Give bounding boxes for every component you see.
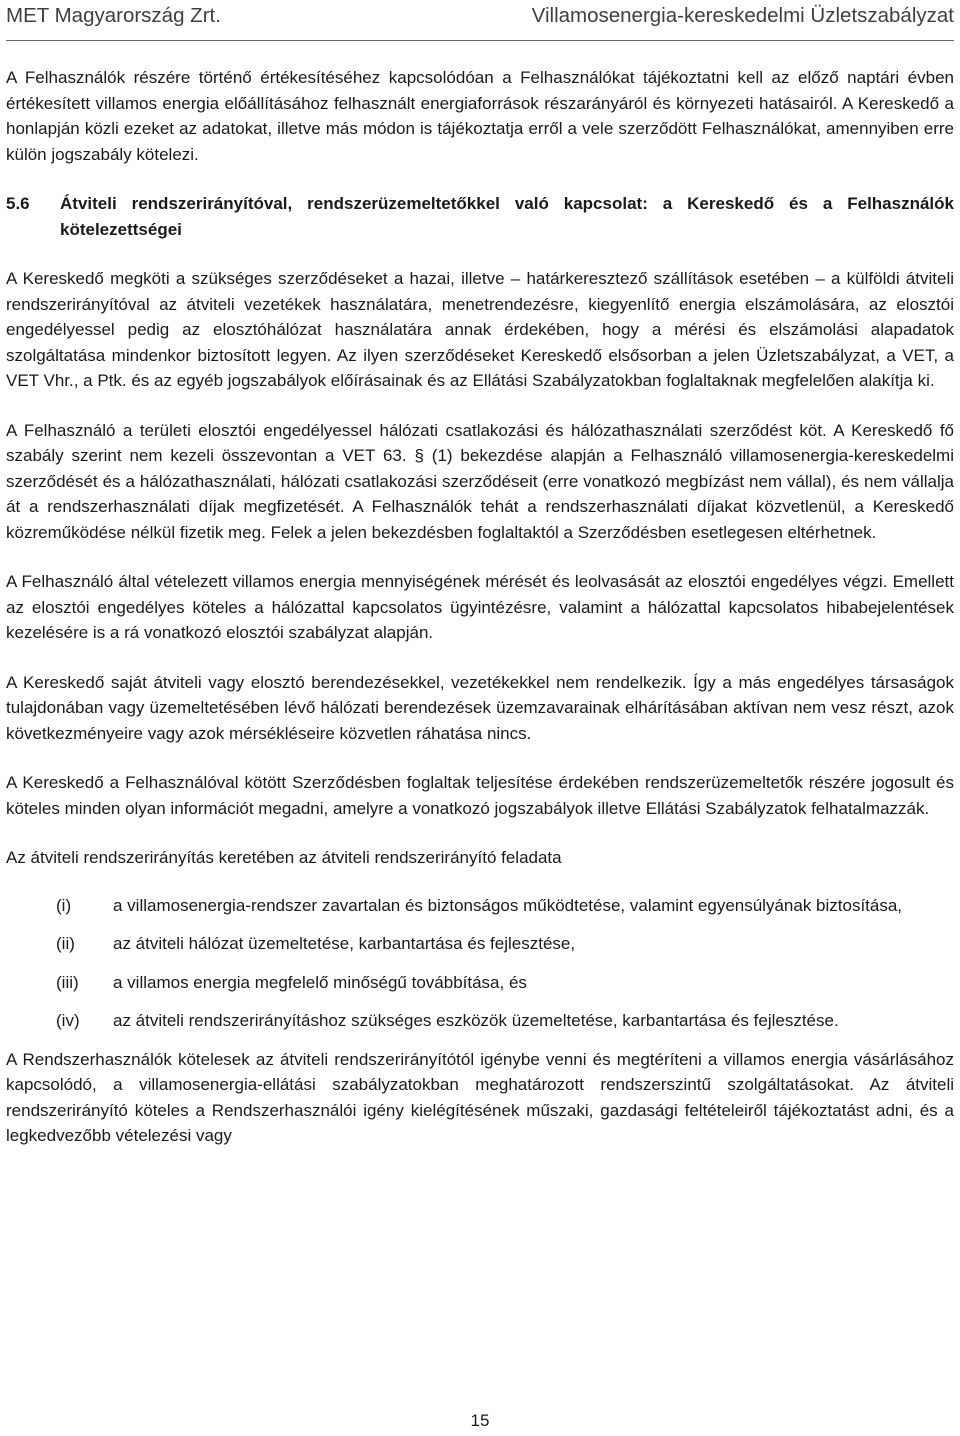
- list-item: [6, 1008, 954, 1034]
- list-item: [6, 970, 954, 996]
- paragraph-information: A Kereskedő a Felhasználóval kötött Szerződésben foglaltak teljesítése érdekében rendszerüzemeltetők részére jogosult és köteles minden olyan információt megadni, amelyre a vonatkozó jogszabályok illetve Ellátási Szabályzatok felhatalmazzák.: [6, 773, 954, 818]
- header-company: MET Magyarország Zrt.: [6, 4, 221, 27]
- list-item: [6, 893, 954, 919]
- paragraph-network-contract: A Felhasználó a területi elosztói engedélyessel hálózati csatlakozási és hálózathasználati szerződést köt. A Kereskedő fő szabály szerint nem kezeli összevontan a VET 63. § (1) bekezdése alapján a Felhasználó villamosenergia-kereskedelmi szerződését és a hálózathasználati, hálózati csatlakozási szerződéseit (erre vonatkozó megbízást nem vállal), és nem vállalja át a rendszerhasználati díjak megfizetését. A Felhasználók tehát a rendszerhasználati díjakat közvetlenül, a Kereskedő közreműködése nélkül fizetik meg. Felek a jelen bekezdésben foglaltaktól a Szerződésben esetlegesen eltérhetnek.: [6, 420, 954, 542]
- paragraph-equipment: A Kereskedő saját átviteli vagy elosztó berendezésekkel, vezetékekkel nem rendelkezik. Így a más engedélyes társaságok tulajdonában vagy üzemeltetésében lévő hálózati berendezések üzemzavarainak elhárításában aktívan nem vesz részt, azok következményeire vagy azok mérsékléseire közvetlen ráhatása nincs.: [6, 672, 954, 743]
- list-item-text: az átviteli hálózat üzemeltetése, karbantartása és fejlesztése,: [113, 934, 576, 953]
- list-item: [6, 931, 954, 957]
- list-marker: (iv): [56, 1011, 80, 1030]
- list-item-text: a villamos energia megfelelő minőségű továbbítása, és: [113, 972, 527, 992]
- list-intro: Az átviteli rendszerirányítás keretében az átviteli rendszerirányító feladata: [6, 848, 562, 867]
- page-number: 15: [470, 1411, 490, 1430]
- section-heading: [6, 191, 954, 242]
- list-marker: (i): [56, 895, 72, 915]
- paragraph-contracts: A Kereskedő megköti a szükséges szerződéseket a hazai, illetve – határkeresztező szállítások esetében – a külföldi átviteli rendszerirányítóval az átviteli vezetékek használatára, menetrendezésre, kiegyenlítő energia elszámolására, az elosztói engedélyessel pedig az elosztóhálózat használatára annak érdekében, hogy a mérési és elszámolási alapadatok szolgáltatása mindenkor biztosított legyen. Az ilyen szerződéseket Kereskedő elsősorban a jelen Üzletszabályzat, a VET, a VET Vhr., a Ptk. és az egyéb jogszabályok előírásainak és az Ellátási Szabályzatokban foglaltaknak megfelelően alakítja ki.: [6, 269, 954, 390]
- header-document-title: Villamosenergia-kereskedelmi Üzletszabályzat: [531, 4, 954, 27]
- paragraph-metering: A Felhasználó által vételezett villamos energia mennyiségének mérését és leolvasását az elosztói engedélyes végzi. Emellett az elosztói engedélyes köteles a hálózattal kapcsolatos ügyintézésre, valamint a hálózattal kapcsolatos hibabejelentések kezelésére is a rá vonatkozó elosztói szabályzat alapján.: [6, 572, 954, 642]
- section-number: 5.6: [6, 194, 30, 213]
- page-header: [6, 0, 954, 41]
- paragraph-system-users: A Rendszerhasználók kötelesek az átviteli rendszerirányítótól igénybe venni és megtéríteni a villamos energia vásárlásához kapcsolódó, a villamosenergia-ellátási szabályzatokban meghatározott rendszerszintű szolgáltatásokat. Az átviteli rendszerirányító köteles a Rendszerhasználói igény kielégítésének műszaki, gazdasági feltételeiről tájékoztatást adni, és a legkedvezőbb vételezési vagy: [6, 1049, 954, 1145]
- section-title: Átviteli rendszerirányítóval, rendszerüzemeltetőkkel való kapcsolat: a Kereskedő és a Felhasználók kötelezettségei: [60, 194, 954, 239]
- task-list: [6, 893, 954, 1034]
- list-marker: (ii): [56, 934, 75, 953]
- list-item-text: a villamosenergia-rendszer zavartalan és biztonságos működtetése, valamint egyensúlyának biztosítása,: [113, 895, 903, 915]
- page-content: [6, 65, 954, 1173]
- list-item-text: az átviteli rendszerirányításhoz szükséges eszközök üzemeltetése, karbantartása és fejlesztése.: [113, 1011, 839, 1030]
- list-marker: (iii): [56, 972, 79, 992]
- paragraph-intro: A Felhasználók részére történő értékesítéséhez kapcsolódóan a Felhasználókat tájékoztatni kell az előző naptári évben értékesített villamos energia előállításához felhasznált energiaforrások részarányáról és környezeti hatásairól. A Kereskedő a honlapján közli ezeket az adatokat, illetve más módon is tájékoztatja erről a vele szerződött Felhasználókat, amennyiben erre külön jogszabály kötelezi.: [6, 68, 954, 164]
